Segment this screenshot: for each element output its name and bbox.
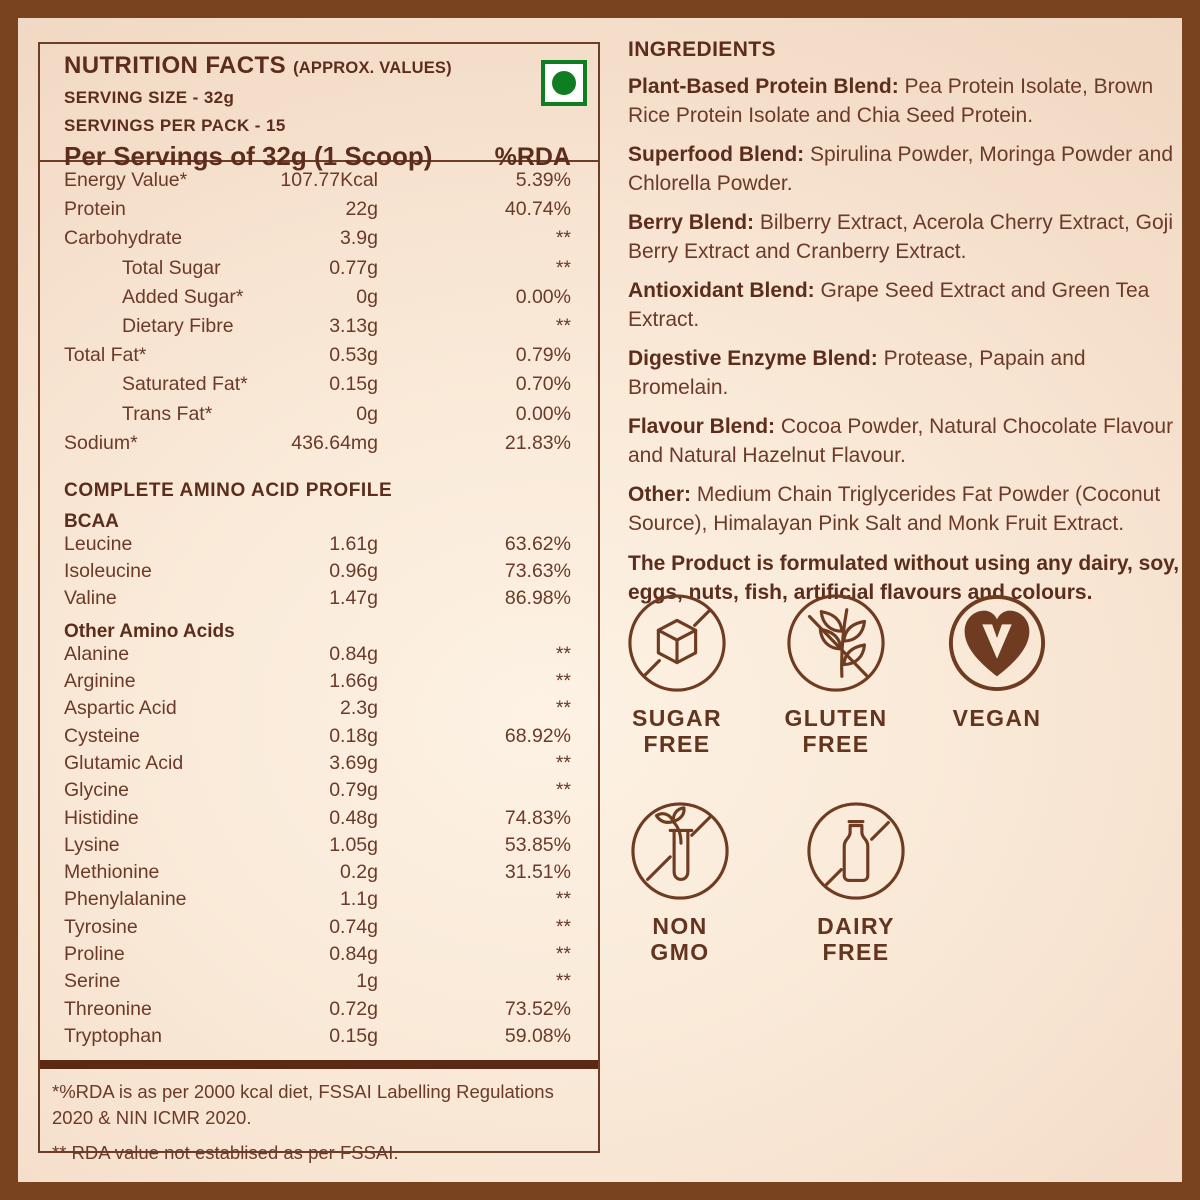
ingredients-section xyxy=(628,38,1180,607)
gluten-free-label-line1: GLUTEN xyxy=(784,705,888,731)
nutrient-row xyxy=(64,1025,571,1052)
nutrient-rda: 21.83% xyxy=(504,431,571,454)
nutrition-rows xyxy=(40,162,598,461)
non-gmo-label xyxy=(600,913,760,965)
nutrient-row xyxy=(64,779,571,806)
nutrient-amount: 3.9g xyxy=(340,227,378,250)
nutrient-name: Valine xyxy=(64,587,117,610)
nutrition-title-suffix: (APPROX. VALUES) xyxy=(293,59,452,77)
nutrient-row xyxy=(64,533,571,560)
vegan-label xyxy=(917,705,1077,731)
ingredient-paragraph: Berry Blend: Bilberry Extract, Acerola Cherry Extract, Goji Berry Extract and Cranberry Extract. xyxy=(628,211,1173,263)
nutrient-amount: 436.64mg xyxy=(291,431,378,454)
nutrient-name: Serine xyxy=(64,970,121,993)
amino-group-label: BCAA xyxy=(64,510,119,532)
nutrient-amount: 0.84g xyxy=(329,642,378,665)
nutrient-row xyxy=(64,834,571,861)
nutrient-name: Added Sugar* xyxy=(122,285,244,308)
nutrient-amount: 1.47g xyxy=(329,587,378,610)
gluten-free-icon xyxy=(785,592,887,694)
ingredient-paragraph: Plant-Based Protein Blend: Pea Protein Isolate, Brown Rice Protein Isolate and Chia Seed Protein. xyxy=(628,75,1154,127)
gluten-free-label xyxy=(756,705,916,757)
nutrient-row xyxy=(64,807,571,834)
nutrient-amount: 22g xyxy=(345,198,378,221)
nutrient-rda: ** xyxy=(555,970,571,993)
non-gmo-badge xyxy=(600,800,760,965)
per-serving-label: Per Servings of 32g (1 Scoop) xyxy=(64,141,433,171)
nutrient-name: Sodium* xyxy=(64,431,138,454)
sugar-free-label-line2: FREE xyxy=(643,731,711,757)
nutrient-row xyxy=(64,861,571,888)
ingredient-paragraph: Superfood Blend: Spirulina Powder, Moringa Powder and Chlorella Powder. xyxy=(628,143,1174,195)
nutrient-amount: 1g xyxy=(356,970,378,993)
nutrient-name: Leucine xyxy=(64,532,133,555)
nutrient-amount: 0.18g xyxy=(329,724,378,747)
nutrient-rda: 68.92% xyxy=(504,724,571,747)
nutrient-amount: 0.15g xyxy=(329,373,378,396)
amino-group-label: Other Amino Acids xyxy=(64,620,235,642)
nutrient-row xyxy=(64,697,571,724)
nutrition-title xyxy=(64,52,574,82)
vegan-label-line1: VEGAN xyxy=(952,705,1042,731)
nutrient-rda: 59.08% xyxy=(504,1024,571,1047)
nutrient-name: Glutamic Acid xyxy=(64,751,184,774)
nutrient-row xyxy=(64,227,571,256)
nutrient-rda: ** xyxy=(555,670,571,693)
nutrient-rda: ** xyxy=(555,888,571,911)
nutrient-row xyxy=(64,315,571,344)
nutrient-row xyxy=(64,373,571,402)
vegetarian-mark-dot xyxy=(552,71,576,95)
ingredient-lead: Flavour Blend: xyxy=(628,415,781,438)
nutrient-name: Threonine xyxy=(64,997,152,1020)
nutrient-rda: 53.85% xyxy=(504,833,571,856)
nutrient-amount: 0.48g xyxy=(329,806,378,829)
nutrition-header xyxy=(40,44,598,171)
nutrient-row xyxy=(64,888,571,915)
nutrient-amount: 0.72g xyxy=(329,997,378,1020)
nutrient-name: Saturated Fat* xyxy=(122,373,248,396)
nutrient-name: Trans Fat* xyxy=(122,402,213,425)
per-serving-row xyxy=(64,140,574,172)
nutrient-row xyxy=(64,943,571,970)
nutrient-rda: ** xyxy=(555,697,571,720)
dairy-free-icon xyxy=(805,800,907,902)
ingredient-lead: Berry Blend: xyxy=(628,211,760,234)
nutrient-amount: 0.84g xyxy=(329,943,378,966)
ingredient-lead: Superfood Blend: xyxy=(628,143,810,166)
vegetarian-mark-icon xyxy=(541,60,587,106)
nutrient-amount: 0.15g xyxy=(329,1024,378,1047)
non-gmo-icon xyxy=(629,800,731,902)
nutrient-rda: 0.70% xyxy=(515,373,571,396)
serving-size: SERVING SIZE - 32g xyxy=(64,88,235,107)
nutrient-row xyxy=(64,560,571,587)
non-gmo-label-line2: GMO xyxy=(650,939,710,965)
ingredient-lead: Antioxidant Blend: xyxy=(628,279,821,302)
ingredient-lead: Plant-Based Protein Blend: xyxy=(628,75,905,98)
nutrient-amount: 0.74g xyxy=(329,915,378,938)
nutrient-amount: 1.66g xyxy=(329,670,378,693)
non-gmo-label-line1: NON xyxy=(652,913,708,939)
nutrient-rda: ** xyxy=(555,256,571,279)
nutrient-rda: 73.52% xyxy=(504,997,571,1020)
nutrient-name: Phenylalanine xyxy=(64,888,187,911)
dairy-free-label-line2: FREE xyxy=(822,939,890,965)
nutrient-amount: 1.1g xyxy=(340,888,378,911)
nutrient-rda: 86.98% xyxy=(504,587,571,610)
gluten-free-badge xyxy=(756,592,916,757)
nutrient-amount: 0.2g xyxy=(340,861,378,884)
nutrient-name: Tyrosine xyxy=(64,915,138,938)
nutrient-row xyxy=(64,970,571,997)
nutrient-amount: 0g xyxy=(356,402,378,425)
ingredient-lead: Digestive Enzyme Blend: xyxy=(628,347,884,370)
nutrient-amount: 107.77Kcal xyxy=(280,169,378,191)
nutrient-rda: 0.00% xyxy=(515,285,571,308)
sugar-free-label-line1: SUGAR xyxy=(631,705,723,731)
ingredient-paragraph: Flavour Blend: Cocoa Powder, Natural Chocolate Flavour and Natural Hazelnut Flavour. xyxy=(628,415,1174,467)
nutrient-rda: ** xyxy=(555,642,571,665)
nutrient-row xyxy=(64,587,571,614)
nutrient-name: Protein xyxy=(64,198,126,221)
nutrient-name: Proline xyxy=(64,943,125,966)
nutrient-rda: ** xyxy=(555,751,571,774)
nutrient-name: Histidine xyxy=(64,806,139,829)
nutrient-name: Tryptophan xyxy=(64,1024,162,1047)
nutrient-rda: 31.51% xyxy=(504,861,571,884)
nutrient-amount: 0g xyxy=(356,285,378,308)
nutrient-amount: 1.61g xyxy=(329,532,378,555)
nutrition-facts-panel xyxy=(38,42,600,1164)
nutrient-rda: 0.79% xyxy=(515,344,571,367)
nutrient-name: Total Sugar xyxy=(122,256,221,279)
servings-per-pack: SERVINGS PER PACK - 15 xyxy=(64,116,286,135)
ingredient-paragraph: Antioxidant Blend: Grape Seed Extract and Green Tea Extract. xyxy=(628,279,1150,331)
nutrient-name: Alanine xyxy=(64,642,130,665)
amino-acid-section xyxy=(40,479,598,1052)
nutrient-row xyxy=(64,344,571,373)
nutrient-row xyxy=(64,257,571,286)
nutrient-amount: 0.96g xyxy=(329,560,378,583)
nutrient-name: Energy Value* xyxy=(64,169,188,191)
nutrition-title-text: NUTRITION FACTS xyxy=(64,52,286,79)
nutrient-amount: 0.79g xyxy=(329,779,378,802)
dairy-free-label xyxy=(776,913,936,965)
nutrient-name: Methionine xyxy=(64,861,160,884)
nutrient-name: Carbohydrate xyxy=(64,227,183,250)
nutrient-rda: ** xyxy=(555,915,571,938)
nutrient-name: Dietary Fibre xyxy=(122,314,234,337)
amino-acid-groups xyxy=(64,511,571,1052)
dairy-free-label-line1: DAIRY xyxy=(817,913,895,939)
sugar-free-icon xyxy=(626,592,728,694)
nutrient-row xyxy=(64,916,571,943)
nutrient-amount: 3.69g xyxy=(329,751,378,774)
nutrient-amount: 0.77g xyxy=(329,256,378,279)
nutrient-name: Glycine xyxy=(64,779,130,802)
nutrient-row xyxy=(64,752,571,779)
nutrient-row xyxy=(64,670,571,697)
nutrient-amount: 1.05g xyxy=(329,833,378,856)
ingredient-paragraph: Other: Medium Chain Triglycerides Fat Powder (Coconut Source), Himalayan Pink Salt and Monk Fruit Extract. xyxy=(628,483,1161,535)
gluten-free-label-line2: FREE xyxy=(802,731,870,757)
nutrient-rda: 74.83% xyxy=(504,806,571,829)
dairy-free-badge xyxy=(776,800,936,965)
sugar-free-badge xyxy=(597,592,757,757)
nutrient-rda: 73.63% xyxy=(504,560,571,583)
nutrient-row xyxy=(64,403,571,432)
nutrient-name: Cysteine xyxy=(64,724,140,747)
nutrient-rda: ** xyxy=(555,314,571,337)
ingredient-paragraph: Digestive Enzyme Blend: Protease, Papain and Bromelain. xyxy=(628,347,1086,399)
ingredients-note: The Product is formulated without using any dairy, soy, eggs, nuts, fish, artificial flavours and colours. xyxy=(628,552,1180,604)
nutrient-row xyxy=(64,643,571,670)
nutrient-rda: 0.00% xyxy=(515,402,571,425)
footnote-rda: *%RDA is as per 2000 kcal diet, FSSAI Labelling Regulations 2020 & NIN ICMR 2020. xyxy=(52,1081,554,1129)
amino-acid-heading: COMPLETE AMINO ACID PROFILE xyxy=(64,479,393,501)
nutrient-row xyxy=(64,432,571,461)
nutrient-row xyxy=(64,286,571,315)
sugar-free-label xyxy=(597,705,757,757)
vegan-badge xyxy=(917,592,1077,731)
nutrient-amount: 3.13g xyxy=(329,314,378,337)
vegan-icon xyxy=(946,592,1048,694)
label-background xyxy=(18,18,1182,1182)
nutrient-amount: 0.53g xyxy=(329,344,378,367)
nutrient-name: Isoleucine xyxy=(64,560,152,583)
nutrient-rda: ** xyxy=(555,943,571,966)
ingredient-lead: Other: xyxy=(628,483,697,506)
footnote-not-established: ** RDA value not establised as per FSSAI. xyxy=(52,1142,399,1164)
nutrient-rda: ** xyxy=(555,227,571,250)
nutrient-rda: 5.39% xyxy=(515,169,571,191)
nutrient-name: Aspartic Acid xyxy=(64,697,177,720)
nutrient-name: Total Fat* xyxy=(64,344,147,367)
nutrient-row xyxy=(64,998,571,1025)
nutrient-row xyxy=(64,169,571,198)
ingredients-paragraphs xyxy=(628,73,1180,538)
nutrient-rda: 40.74% xyxy=(504,198,571,221)
nutrient-amount: 2.3g xyxy=(340,697,378,720)
ingredients-heading: INGREDIENTS xyxy=(628,38,776,61)
footnotes xyxy=(40,1060,598,1166)
nutrient-row xyxy=(64,198,571,227)
nutrient-rda: ** xyxy=(555,779,571,802)
rda-column-header: %RDA xyxy=(494,143,571,171)
nutrient-name: Arginine xyxy=(64,670,136,693)
nutrient-row xyxy=(64,725,571,752)
nutrient-rda: 63.62% xyxy=(504,532,571,555)
nutrient-name: Lysine xyxy=(64,833,120,856)
